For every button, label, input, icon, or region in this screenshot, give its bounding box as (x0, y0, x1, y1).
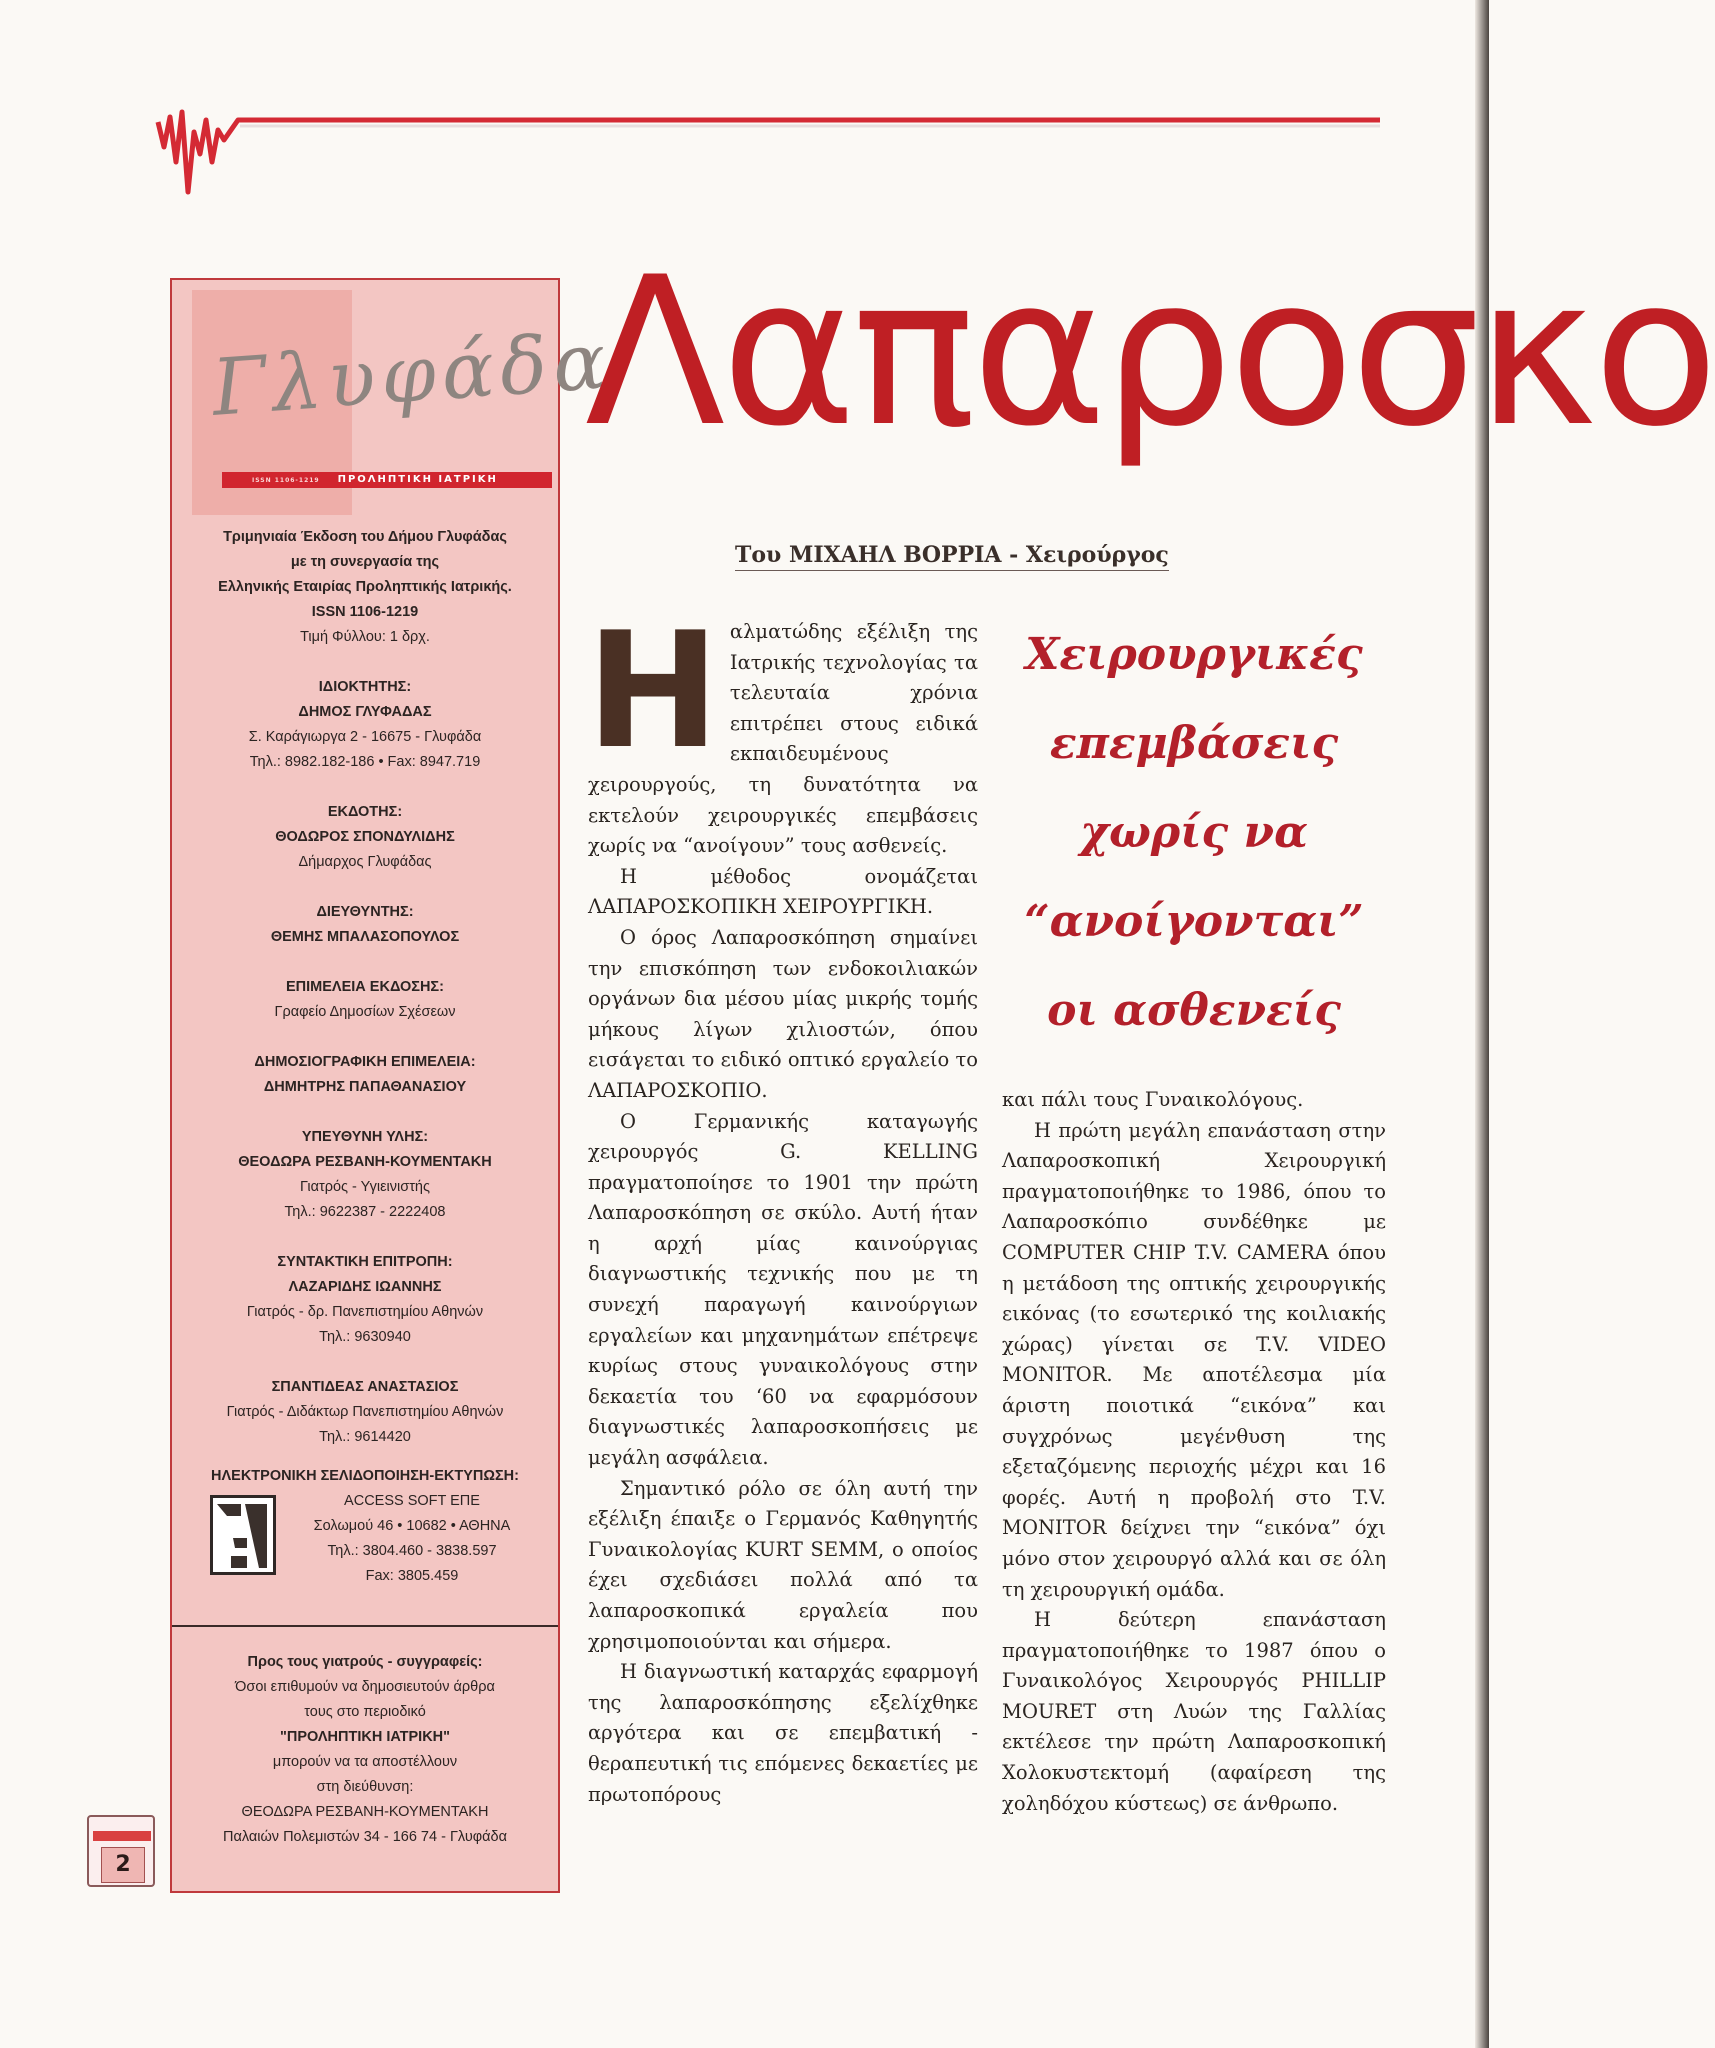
drop-cap: Η (586, 597, 720, 784)
article-paragraph: Ο Γερμανικής καταγωγής χειρουργός G. KELLING πραγματοποίησε το 1901 την πρώτη Λαπαροσκόπηση σε σκύλο. Αυτή ήταν η αρχή μίας καινούργιας διαγνωστικής τεχνικής που με τη συνεχή παραγωγή καινούργιων εργαλείων και μηχανημάτων επέτρεψε κυρίως στους γυναικολόγους στην δεκαετία του ‘60 να εφαρμόσουν διαγνωστικές λαπαροσκοπήσεις με μεγάλη ασφάλεια. (588, 1109, 978, 1470)
authors-note-line: τους στο περιοδικό (304, 1704, 426, 1720)
authors-note-line: μπορούν να τα αποστέλλουν (272, 1754, 458, 1770)
authors-note-line: στη διεύθυνση: (316, 1779, 414, 1795)
masthead-info (172, 525, 558, 1614)
logo-issn: ISSN 1106-1219 (252, 477, 320, 484)
publisher-name: ΘΟΔΩΡΟΣ ΣΠΟΝΔΥΛΙΔΗΣ (275, 829, 455, 845)
owner-phone: Τηλ.: 8982.182-186 • Fax: 8947.719 (249, 754, 481, 770)
printing-label: ΗΛΕΚΤΡΟΝΙΚΗ ΣΕΛΙΔΟΠΟΙΗΣΗ-ΕΚΤΥΠΩΣΗ: (211, 1468, 519, 1484)
logo-script-text: Γλυφάδα (209, 316, 615, 434)
pull-quote-line: Χειρουργικές (1025, 629, 1363, 680)
director-label: ΔΙΕΥΘΥΝΤΗΣ: (316, 904, 414, 920)
authors-note-address: Παλαιών Πολεμιστών 34 - 166 74 - Γλυφάδα (222, 1829, 508, 1845)
printer-address: Σολωμού 46 • 10682 • ΑΘΗΝΑ (313, 1518, 511, 1534)
pull-quote-line: “ανοίγονται” (1024, 896, 1364, 947)
owner-name: ΔΗΜΟΣ ΓΛΥΦΑΔΑΣ (298, 704, 432, 720)
journalism-label: ΔΗΜΟΣΙΟΓΡΑΦΙΚΗ ΕΠΙΜΕΛΕΙΑ: (254, 1054, 476, 1070)
masthead-issn: ISSN 1106-1219 (311, 604, 419, 620)
article-paragraph: Η δεύτερη επανάσταση πραγματοποιήθηκε το 1987 όπου ο Γυναικολόγος Χειρουργός PHILLIP MOURET στη Λυών της Γαλλίας εκτέλεσε την πρώτη Λαπαροσκοπική Χολοκυστεκτομή (αφαίρεση της χοληδόχου κύστεως) σε άνθρωπο. (1002, 1608, 1386, 1815)
heartbeat-line-icon (150, 92, 1380, 202)
access-soft-logo-icon (210, 1495, 276, 1575)
article-paragraph-continuation: και πάλι τους Γυναικολόγους. (1002, 1088, 1304, 1111)
masthead-intro: Ελληνικής Εταιρίας Προληπτικής Ιατρικής. (218, 579, 512, 595)
pull-quote (1002, 610, 1386, 1055)
material-label: ΥΠΕΥΘΥΝΗ ΥΛΗΣ: (301, 1129, 429, 1145)
director-name: ΘΕΜΗΣ ΜΠΑΛΑΣΟΠΟΥΛΟΣ (270, 929, 460, 945)
masthead-intro: Τριμηνιαία Έκδοση του Δήμου Γλυφάδας (223, 529, 507, 545)
article-column-1 (586, 597, 978, 1810)
printer-fax: Fax: 3805.459 (365, 1568, 459, 1584)
printer-details (292, 1489, 532, 1589)
committee-member-role: Γιατρός - δρ. Πανεπιστημίου Αθηνών (246, 1304, 484, 1320)
badge-logo-band (93, 1831, 151, 1841)
pull-quote-line: χωρίς να (1080, 807, 1308, 858)
page-number-badge (87, 1815, 155, 1887)
article-paragraph: Ο όρος Λαπαροσκόπηση σημαίνει την επισκόπηση των ενδοκοιλιακών οργάνων δια μέσου μίας μικρής τομής μήκους λίγων χιλιοστών, όπου εισάγεται το ειδικό οπτικό εργαλείο το ΛΑΠΑΡΟΣΚΟΠΙΟ. (588, 925, 978, 1102)
masthead-sidebar (170, 278, 615, 1893)
page-number: 2 (101, 1847, 145, 1883)
article-paragraph: Η μέθοδος ονομάζεται ΛΑΠΑΡΟΣΚΟΠΙΚΗ ΧΕΙΡΟΥΡΓΙΚΗ. (588, 864, 978, 919)
sidebar-divider (172, 1625, 558, 1627)
editing-label: ΕΠΙΜΕΛΕΙΑ ΕΚΔΟΣΗΣ: (286, 979, 444, 995)
authors-note (172, 1650, 558, 1850)
owner-address: Σ. Καράγιωργα 2 - 16675 - Γλυφάδα (248, 729, 482, 745)
committee-member-name: ΛΑΖΑΡΙΔΗΣ ΙΩΑΝΝΗΣ (288, 1279, 442, 1295)
article-byline: Του ΜΙΧΑΗΛ ΒΟΡΡΙΑ - Χειρούργος (735, 542, 1169, 571)
material-role: Γιατρός - Υγιεινιστής (300, 1179, 430, 1195)
pull-quote-line: οι ασθενείς (1047, 985, 1341, 1036)
committee-label: ΣΥΝΤΑΚΤΙΚΗ ΕΠΙΤΡΟΠΗ: (277, 1254, 453, 1270)
authors-note-title: Προς τους γιατρούς - συγγραφείς: (247, 1654, 483, 1670)
masthead-top (172, 280, 615, 1625)
committee-member-name: ΣΠΑΝΤΙΔΕΑΣ ΑΝΑΣΤΑΣΙΟΣ (271, 1379, 459, 1395)
logo-band (222, 472, 552, 488)
publisher-label: ΕΚΔΟΤΗΣ: (327, 804, 403, 820)
pull-quote-line: επεμβάσεις (1049, 718, 1339, 769)
owner-label: ΙΔΙΟΚΤΗΤΗΣ: (318, 679, 412, 695)
printer-block (172, 1489, 558, 1614)
masthead-price: Τιμή Φύλλου: 1 δρχ. (300, 629, 430, 645)
authors-note-name: ΘΕΟΔΩΡΑ ΡΕΣΒΑΝΗ-ΚΟΥΜΕΝΤΑΚΗ (241, 1804, 489, 1820)
material-name: ΘΕΟΔΩΡΑ ΡΕΣΒΑΝΗ-ΚΟΥΜΕΝΤΑΚΗ (238, 1154, 492, 1170)
committee-member-phone: Τηλ.: 9630940 (319, 1329, 411, 1345)
article-paragraph: Σημαντικό ρόλο σε όλη αυτή την εξέλιξη έπαιξε ο Γερμανός Καθηγητής Γυναικολογίας KURT SEMM, ο οποίος έχει σχεδιάσει πολλά από τα λαπαροσκοπικά εργαλεία που χρησιμοποιούνται και σήμερα. (588, 1476, 978, 1653)
publisher-role: Δήμαρχος Γλυφάδας (298, 854, 432, 870)
material-phone: Τηλ.: 9622387 - 2222408 (284, 1204, 446, 1220)
paragraph-text: αλματώδης εξέλιξη της Ιατρικής τεχνολογίας τα τελευταία χρόνια επιτρέπει στους ειδικά εκπαιδευμένους χειρουργούς, τη δυνατότητα να εκτελούν χειρουργικές επεμβάσεις χωρίς να “ανοίγουν” τους ασθενείς. (588, 620, 978, 858)
article-paragraph: Η διαγνωστική καταρχάς εφαρμογή της λαπαροσκόπησης εξελίχθηκε αργότερα και σε επεμβατική - θεραπευτική τις επόμενες δεκαετίες με πρωτοπόρους (588, 1660, 978, 1806)
committee-member-phone: Τηλ.: 9614420 (319, 1429, 411, 1445)
article-paragraph (586, 597, 978, 862)
masthead-intro: με τη συνεργασία της (290, 554, 440, 570)
printer-company: ACCESS SOFT ΕΠΕ (344, 1493, 480, 1509)
article-column-2 (1002, 1085, 1386, 1819)
printer-phone: Τηλ.: 3804.460 - 3838.597 (327, 1543, 497, 1559)
authors-note-line: Όσοι επιθυμούν να δημοσιευτούν άρθρα (235, 1679, 495, 1695)
article-paragraph: Η πρώτη μεγάλη επανάσταση στην Λαπαροσκοπική Χειρουργική πραγματοποιήθηκε το 1986, όπου το Λαπαροσκόπιο συνδέθηκε με COMPUTER CHIP T.V. CAMERA όπου η μετάδοση της οπτικής χειρουργικής εικόνας (το εσωτερικό της κοιλιακής χώρας) γίνεται σε T.V. VIDEO MONITOR. Με αποτέλεσμα μία άριστη ποιοτικά “εικόνα” και συγχρόνως μεγένθυση της εξεταζόμενης περιοχής μέχρι και 16 φορές. Αυτή η προβολή στο T.V. MONITOR δείχνει την “εικόνα” όχι μόνο στον χειρουργό αλλά και σε όλη τη χειρουργική ομάδα. (1002, 1118, 1386, 1601)
logo-band-title: ΠΡΟΛΗΠΤΙΚΗ ΙΑΤΡΙΚΗ (337, 474, 498, 485)
journalism-name: ΔΗΜΗΤΡΗΣ ΠΑΠΑΘΑΝΑΣΙΟΥ (263, 1079, 467, 1095)
authors-note-journal: "ΠΡΟΛΗΠΤΙΚΗ ΙΑΤΡΙΚΗ" (279, 1729, 451, 1745)
editing-value: Γραφείο Δημοσίων Σχέσεων (274, 1004, 456, 1020)
committee-member-role: Γιατρός - Διδάκτωρ Πανεπιστημίου Αθηνών (226, 1404, 504, 1420)
article-title: Λαπαροσκο (585, 234, 1715, 472)
magazine-logo (182, 290, 615, 510)
